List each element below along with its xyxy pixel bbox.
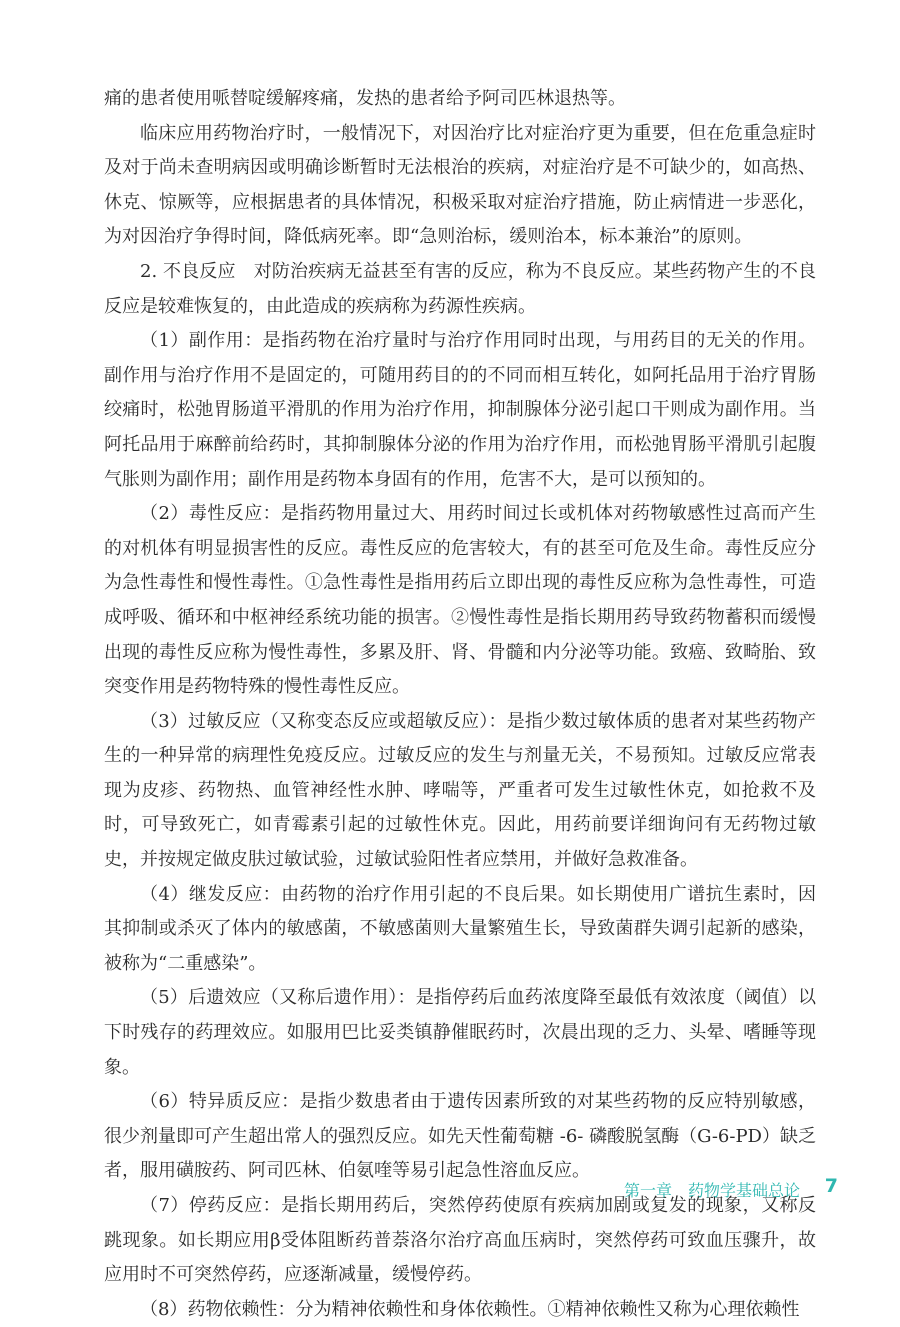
page-footer [0,1175,900,1205]
paragraph: （4）继发反应：由药物的治疗作用引起的不良后果。如长期使用广谱抗生素时，因其抑制或杀灭了体内的敏感菌，不敏感菌则大量繁殖生长，导致菌群失调引起新的感染，被称为“二重感染”。 [104,883,816,974]
paragraph: （8）药物依赖性：分为精神依赖性和身体依赖性。①精神依赖性又称为心理依赖性 [140,1298,800,1320]
page-number: 7 [824,1175,838,1197]
paragraph: （2）毒性反应：是指药物用量过大、用药时间过长或机体对药物敏感性过高而产生的对机体有明显损害性的反应。毒性反应的危害较大，有的甚至可危及生命。毒性反应分为急性毒性和慢性毒性。①急性毒性是指用药后立即出现的毒性反应称为急性毒性，可造成呼吸、循环和中枢神经系统功能的损害。②慢性毒性是指长期用药导致药物蓄积而缓慢出现的毒性反应称为慢性毒性，多累及肝、肾、骨髓和内分泌等功能。致癌、致畸胎、致突变作用是药物特殊的慢性毒性反应。 [104,503,816,698]
paragraph: 临床应用药物治疗时，一般情况下，对因治疗比对症治疗更为重要，但在危重急症时及对于尚未查明病因或明确诊断暂时无法根治的疾病，对症治疗是不可缺少的，如高热、休克、惊厥等，应根据患者的具体情况，积极采取对症治疗措施，防止病情进一步恶化，为对因治疗争得时间，降低病死率。即“急则治标，缓则治本，标本兼治”的原则。 [104,122,816,248]
paragraph: （3）过敏反应（又称变态反应或超敏反应）：是指少数过敏体质的患者对某些药物产生的一种异常的病理性免疫反应。过敏反应的发生与剂量无关，不易预知。过敏反应常表现为皮疹、药物热、血管神经性水肿、哮喘等，严重者可发生过敏性休克，如抢救不及时，可导致死亡，如青霉素引起的过敏性休克。因此，用药前要详细询问有无药物过敏史，并按规定做皮肤过敏试验，过敏试验阳性者应禁用，并做好急救准备。 [104,710,816,871]
paragraph: 2. 不良反应 对防治疾病无益甚至有害的反应，称为不良反应。某些药物产生的不良反应是较难恢复的，由此造成的疾病称为药源性疾病。 [104,260,816,317]
paragraph: （6）特异质反应：是指少数患者由于遗传因素所致的对某些药物的反应特别敏感，很少剂量即可产生超出常人的强烈反应。如先天性葡萄糖 -6- 磷酸脱氢酶（G-6-PD）缺乏者，服用磺胺药、阿司匹林、伯氨喹等易引起急性溶血反应。 [104,1091,816,1182]
paragraph: （1）副作用：是指药物在治疗量时与治疗作用同时出现，与用药目的无关的作用。副作用与治疗作用不是固定的，可随用药目的的不同而相互转化，如阿托品用于治疗胃肠绞痛时，松弛胃肠道平滑肌的作用为治疗作用，抑制腺体分泌引起口干则成为副作用。当阿托品用于麻醉前给药时，其抑制腺体分泌的作用为治疗作用，而松弛胃肠平滑肌引起腹气胀则为副作用；副作用是药物本身固有的作用，危害不大，是可以预知的。 [104,330,816,490]
chapter-title: 第一章 药物学基础总论 [623,1181,800,1200]
page-body [104,82,816,1327]
paragraph: 痛的患者使用哌替啶缓解疼痛，发热的患者给予阿司匹林退热等。 [104,88,626,109]
paragraph: （5）后遗效应（又称后遗作用）：是指停药后血药浓度降至最低有效浓度（阈值）以下时残存的药理效应。如服用巴比妥类镇静催眠药时，次晨出现的乏力、头晕、嗜睡等现象。 [104,987,816,1078]
paragraph: （7）停药反应：是指长期用药后，突然停药使原有疾病加剧或复发的现象，又称反跳现象。如长期应用β受体阻断药普萘洛尔治疗高血压病时，突然停药可致血压骤升，故应用时不可突然停药，应逐渐减量，缓慢停药。 [104,1195,816,1286]
